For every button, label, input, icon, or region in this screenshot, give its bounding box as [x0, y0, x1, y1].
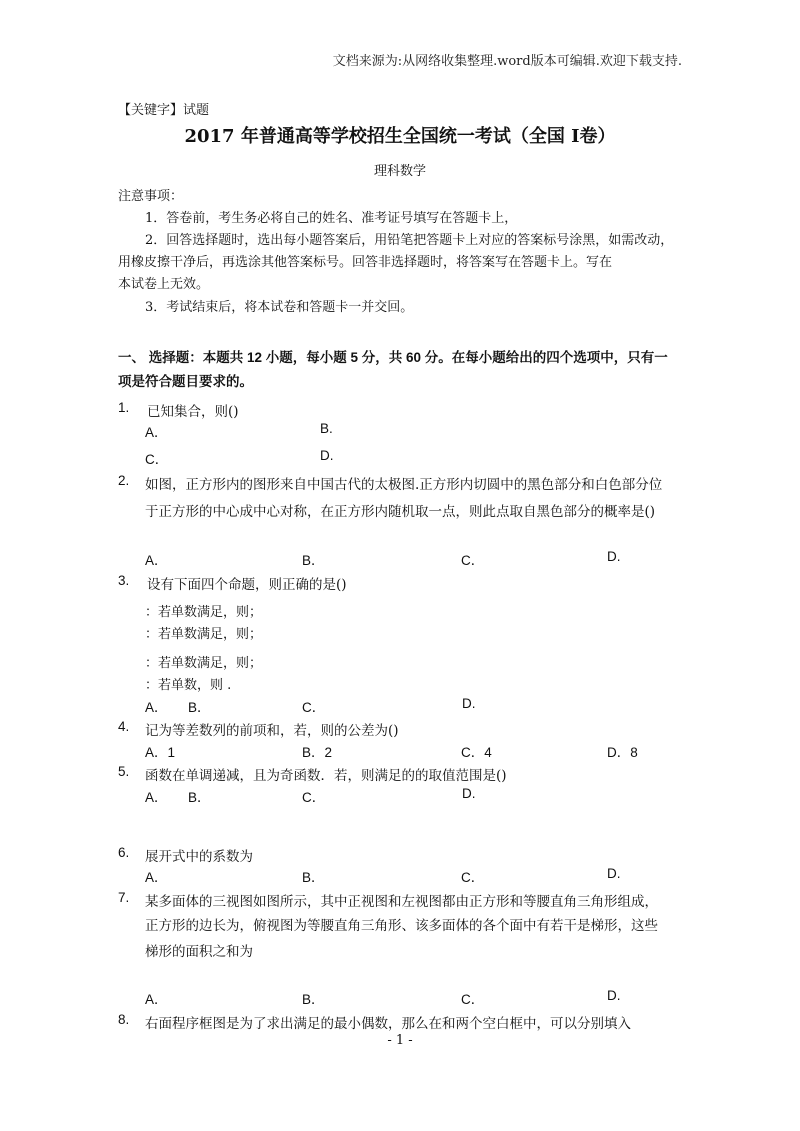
question-3-option-a: A． — [145, 700, 168, 715]
question-3-proposition-1: ：若单数满足，则； — [145, 605, 263, 620]
question-2-option-c: C． — [461, 553, 485, 568]
question-4-option-b: B．2 — [302, 745, 333, 760]
notice-item-1: 1．答卷前，考生务必将自己的姓名、准考证号填写在答题卡上， — [145, 211, 518, 226]
question-2-number: 2. — [118, 473, 130, 488]
page-number: - 1 - — [387, 1033, 413, 1048]
notice-heading: 注意事项： — [118, 189, 184, 204]
question-4-option-c: C．4 — [461, 745, 492, 760]
exam-subtitle: 理科数学 — [373, 164, 426, 179]
question-3-proposition-4: ：若单数，则 . — [145, 678, 232, 693]
question-4-text: 记为等差数列的前项和，若，则的公差为() — [145, 723, 399, 739]
question-2-option-d: D. — [607, 549, 621, 564]
question-2-text-line-1: 如图，正方形内的图形来自中国古代的太极图.正方形内切圆中的黑色部分和白色部分位 — [145, 477, 663, 493]
question-8-number: 8. — [118, 1012, 130, 1027]
question-6-option-d: D. — [607, 866, 621, 881]
question-2-text-line-2: 于正方形的中心成中心对称，在正方形内随机取一点，则此点取自黑色部分的概率是() — [145, 504, 656, 520]
question-5-text: 函数在单调递减，且为奇函数．若，则满足的的取值范围是() — [145, 768, 507, 784]
question-6-text: 展开式中的系数为 — [145, 849, 253, 865]
question-5-option-b: B． — [188, 790, 211, 805]
question-1-option-c: C． — [145, 452, 169, 467]
question-8-text: 右面程序框图是为了求出满足的最小偶数，那么在和两个空白框中，可以分别填入 — [145, 1016, 631, 1032]
question-1-text: 已知集合，则() — [147, 404, 239, 420]
question-4-option-d: D．8 — [607, 745, 638, 760]
question-6-option-c: C． — [461, 870, 485, 885]
question-1-option-a: A． — [145, 425, 168, 440]
notice-item-2-line-2: 用橡皮擦干净后，再选涂其他答案标号。回答非选择题时，将答案写在答题卡上。写在 — [118, 255, 613, 270]
question-3-number: 3. — [118, 573, 130, 588]
question-6-number: 6. — [118, 845, 130, 860]
question-3-option-d: D. — [462, 696, 476, 711]
question-7-text-line-3: 梯形的面积之和为 — [145, 944, 253, 960]
question-1-option-b: B. — [320, 421, 333, 436]
question-6-option-b: B． — [302, 870, 325, 885]
question-3-proposition-2: ：若单数满足，则； — [145, 627, 263, 642]
keyword-label: 【关键字】试题 — [118, 103, 210, 118]
exam-title: 2017 年普通高等学校招生全国统一考试（全国 Ⅰ卷） — [184, 126, 616, 147]
question-4-option-a: A．1 — [145, 745, 176, 760]
section-1-heading-line-1: 一、 选择题：本题共 12 小题，每小题 5 分，共 60 分。在每小题给出的四个选项中，只有一 — [118, 350, 668, 365]
question-7-option-a: A． — [145, 992, 168, 1007]
question-7-text-line-2: 正方形的边长为，俯视图为等腰直角三角形、该多面体的各个面中有若干是梯形，这些 — [145, 918, 658, 934]
question-1-option-d: D. — [320, 448, 334, 463]
question-7-option-c: C． — [461, 992, 485, 1007]
question-7-number: 7. — [118, 890, 130, 905]
section-1-heading-line-2: 项是符合题目要求的。 — [118, 374, 253, 389]
question-3-proposition-3: ：若单数满足，则； — [145, 656, 263, 671]
question-2-option-a: A． — [145, 553, 168, 568]
question-5-option-d: D. — [462, 786, 476, 801]
notice-item-2-line-3: 本试卷上无效。 — [118, 277, 210, 292]
question-3-option-b: B． — [188, 700, 211, 715]
question-5-number: 5. — [118, 764, 130, 779]
question-6-option-a: A． — [145, 870, 168, 885]
question-7-text-line-1: 某多面体的三视图如图所示，其中正视图和左视图都由正方形和等腰直角三角形组成， — [145, 894, 658, 910]
question-5-option-a: A． — [145, 790, 168, 805]
question-1-number: 1. — [118, 400, 130, 415]
question-3-text: 设有下面四个命题，则正确的是() — [147, 577, 347, 593]
question-7-option-b: B． — [302, 992, 325, 1007]
question-4-number: 4. — [118, 719, 130, 734]
header-note: 文档来源为:从网络收集整理.word版本可编辑.欢迎下载支持. — [332, 54, 682, 69]
notice-item-3: 3．考试结束后，将本试卷和答题卡一并交回。 — [145, 300, 414, 315]
question-5-option-c: C． — [302, 790, 326, 805]
question-3-option-c: C． — [302, 700, 326, 715]
question-7-option-d: D. — [607, 988, 621, 1003]
notice-item-2-line-1: 2．回答选择题时，选出每小题答案后，用铅笔把答题卡上对应的答案标号涂黑，如需改动， — [145, 233, 674, 248]
question-2-option-b: B． — [302, 553, 325, 568]
